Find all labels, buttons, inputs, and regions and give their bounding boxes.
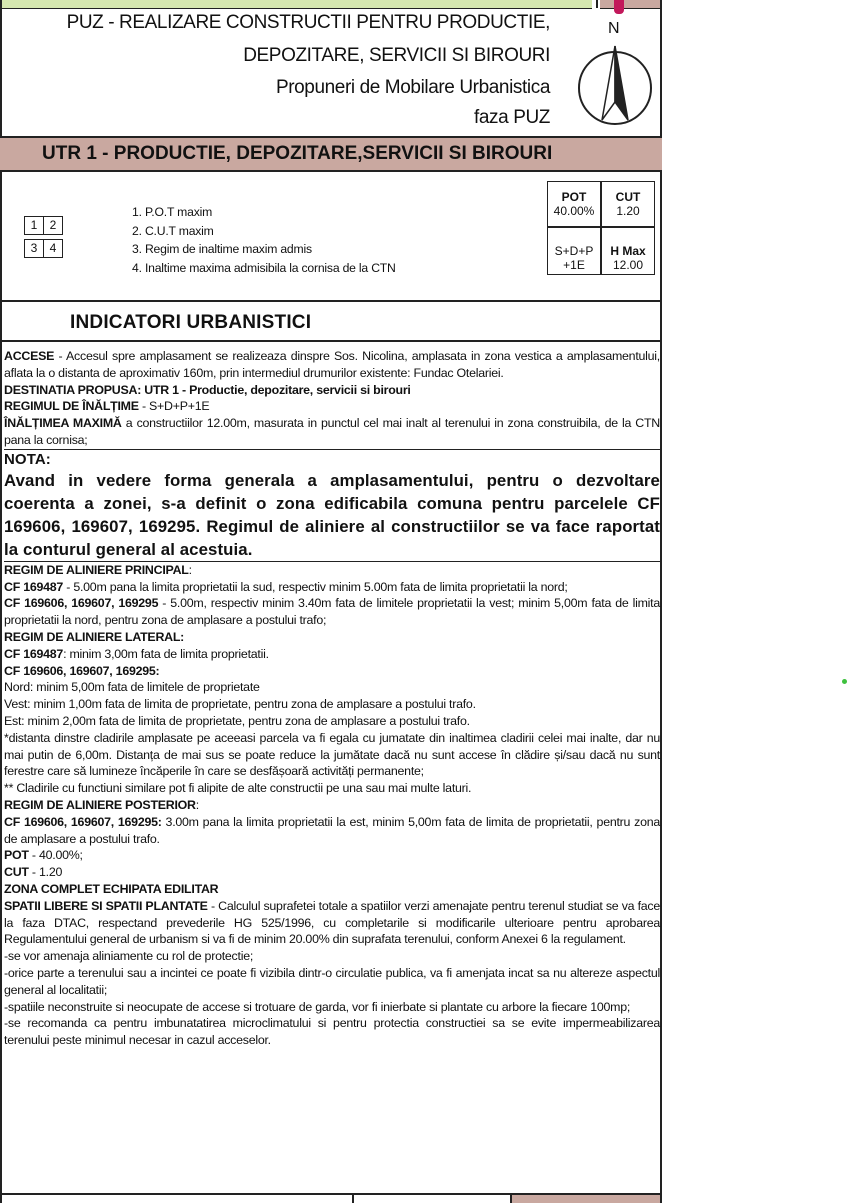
posterior-heading [4,797,660,814]
post-label: CF 169606, 169607, 169295: [4,814,162,829]
status-dot [842,679,847,684]
inaltime-text: a constructiilor 12.00m, masurata in punctul cel mai inalt al terenului in zona construibila, de la CTN pana la cornisa; [4,416,660,447]
principal-heading [4,562,660,579]
regim-line-1: S+D+P [554,244,594,258]
l1-text: : minim 3,00m fata de limita proprietatii. [63,646,269,661]
pot-cell [547,181,601,227]
inaltime-label: ÎNĂLȚIMEA MAXIMĂ [4,416,122,431]
accese-label: ACCESE [4,349,55,363]
l2-label: CF 169606, 169607, 169295: [4,663,160,678]
north-arrow [574,18,660,128]
bullet-3: -spatiile neconstruite si neocupate de accese si trotuare de garda, vor fi inierbate si plantate cu arbore la fiecare 100mp; [4,999,631,1014]
accese-text: - Accesul spre amplasament se realizeaza dinspre Sos. Nicolina, amplasata in zona vestica a amplasamentului, aflata la o distanta de aproximativ 160m, prin intermediul drumurilor existente: Fundac Otelariei. [4,349,660,380]
principal-colon: : [188,562,192,577]
frame-right [660,0,662,1203]
posterior-colon: : [195,797,199,812]
l2-vest: Vest: minim 1,00m fata de limita de proprietate, pentru zona de amplasare a postului trafo. [4,697,476,712]
l1-label: CF 169487 [4,646,64,661]
utr-title: UTR 1 - PRODUCTIE, DEPOZITARE,SERVICII SI BIROURI [42,143,553,164]
pot-value: 40.00% [553,204,595,218]
p2-label: CF 169606, 169607, 169295 [4,596,159,611]
destinatia-label: DESTINATIA PROPUSA [4,382,138,397]
section-title: INDICATORI URBANISTICI [70,312,312,333]
top-divider [596,0,598,8]
legend-item: 3. Regim de inaltime maxim admis [132,242,312,256]
bottom-tick-1 [352,1193,354,1203]
pot-line-text: - 40.00%; [28,848,83,863]
content-top [4,348,660,1049]
hmax-label: H Max [610,244,646,258]
regim-cell [547,227,601,275]
distanta-paragraph: *distanta dinstre cladirile amplasate pe aceeasi parcela va fi egala cu jumatate din inaltimea cladirii celei mai inalte, dar nu mai putin de 6,00m. Distanța de mai sus se poate reduce la jumătate dacă nu sunt accese în clădire și/sau dacă nu sunt ferestre care să lumineze încăperile în care se desfășoară activități permanente; [4,730,660,779]
regim-line-2: +1E [563,258,585,272]
alipite-paragraph: ** Cladirile cu functiuni similare pot fi alipite de alte constructii pe una sau mai multe laturi. [4,781,472,796]
cut-line-text: - 1.20 [28,865,63,880]
title-separator [0,340,662,342]
regim-text: - S+D+P+1E [138,399,210,414]
legend-cell-3: 3 [24,239,44,258]
spatii-text: - Calculul suprafetei totale a spatiilor verzi amenajate pentru terenul studiat se va face la faza DTAC, respectand prevederile HG 525/1996, cu completarile si modificarile ulterioare pentru aprobarea Regulamentului general de urbanism si va fi de minim 20.00% din suprafata terenului, conform Anexei 6 la regulament. [4,898,660,947]
post-text: 3.00m pana la limita proprietatii la est, minim 5,00m fata de limita de proprietatii, pentru zona de amplasare a postului trafo. [4,814,660,846]
header-line-1: PUZ - REALIZARE CONSTRUCTII PENTRU PRODUCTIE, [66,12,550,33]
header-line-4: faza PUZ [474,107,550,128]
regim-label: REGIMUL DE ÎNĂLȚIME [4,399,139,414]
inaltime-paragraph [4,415,660,450]
legend-cell-1: 1 [24,216,44,235]
legend-item: 4. Inaltime maxima admisibila la cornisa de la CTN [132,260,396,275]
legend-separator [0,300,662,302]
pot-line-label: POT [4,848,29,863]
zona-line: ZONA COMPLET ECHIPATA EDILITAR [4,881,219,896]
lateral-heading: REGIM DE ALINIERE LATERAL: [4,629,185,644]
top-marker [614,0,624,14]
destinatia-text: : UTR 1 - Productie, depozitare, servicii si birouri [137,382,411,397]
bullet-4: -se recomanda ca pentru imbunatatirea microclimatului si pentru protectia constructiei sa se evite impermeabilizarea terenului peste minimul necesar in cazul acceselor. [4,1016,660,1048]
bullet-2: -orice parte a terenului sau a incintei ce poate fi vizibila dintr-o circulatie publica, va fi amenjata incat sa nu altereze aspectul general al localitatii; [4,965,660,997]
cut-value: 1.20 [616,204,640,218]
regim-paragraph [4,398,660,415]
legend-list [132,203,396,277]
cut-cell [601,181,655,227]
principal-label: REGIM DE ALINIERE PRINCIPAL [4,562,189,577]
posterior-label: REGIM DE ALINIERE POSTERIOR [4,797,196,812]
principal-p2 [4,595,660,629]
destinatia-paragraph [4,382,660,399]
legend-cell-2: 2 [43,216,63,235]
lateral-l1 [4,646,660,663]
north-label: N [608,20,620,37]
hmax-value: 12.00 [612,258,644,272]
cut-line [4,864,660,881]
spatii-label: SPATII LIBERE SI SPATII PLANTATE [4,898,208,913]
legend-item: 2. C.U.T maxim [132,223,214,238]
legend-item: 1. P.O.T maxim [132,205,213,219]
spatii-paragraph [4,898,660,948]
bullet-1: -se vor amenaja aliniamente cu rol de protectie; [4,949,254,964]
legend-cell-4: 4 [43,239,63,258]
posterior-paragraph [4,814,660,848]
utr-title-band [0,136,662,172]
compass-icon [574,38,660,134]
nota-label: NOTA: [4,450,51,468]
p2-text: - 5.00m, respectiv minim 3.40m fata de limitele proprietatii la vest; minim 5,00m fata de limita proprietatii la nord, pentru zona de amplasare a postului trafo; [4,596,660,628]
top-band-right [600,0,662,9]
p1-label: CF 169487 [4,579,64,594]
nota-text: Avand in vedere forma generala a amplasamentului, pentru o dezvoltare coerenta a zonei, s-a definit o zona edificabila comuna pentru parcelele CF 169606, 169607, 169295. Regimul de aliniere al constructiilor se va face raportat la conturul general al acestuia. [4,469,660,562]
header-line-3: Propuneri de Mobilare Urbanistica [275,77,550,98]
frame-left [0,0,2,1203]
bottom-band [512,1195,660,1203]
hmax-cell [601,227,655,275]
l2-est: Est: minim 2,00m fata de limita de proprietate, pentru zona de amplasare a postului trafo. [4,713,470,728]
accese-paragraph [4,348,660,382]
cut-label: CUT [615,190,641,204]
top-band [0,0,592,9]
pot-label: POT [561,190,587,204]
principal-p1 [4,579,660,596]
header-line-2: DEPOZITARE, SERVICII SI BIROURI [243,45,550,66]
p1-text: - 5.00m pana la limita proprietatii la sud, respectiv minim 5.00m fata de limita proprietatii la nord; [63,579,568,594]
cut-line-label: CUT [4,865,29,880]
pot-line [4,847,660,864]
l2-nord: Nord: minim 5,00m fata de limitele de proprietate [4,680,260,695]
